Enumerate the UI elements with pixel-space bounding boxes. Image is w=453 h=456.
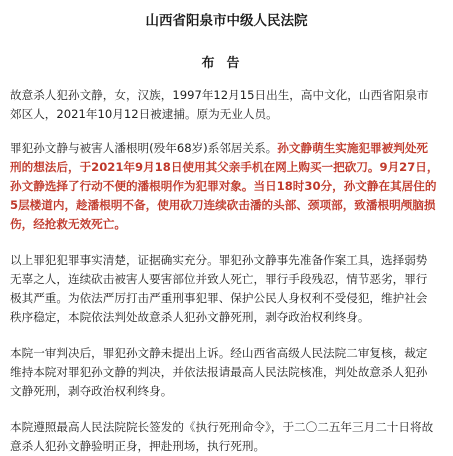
paragraph-line [10, 139, 443, 158]
paragraph-line: 郊区人，2021年10月12日被逮捕。原为无业人员。 [10, 107, 278, 121]
paragraph-line: 极其严重。为依法严厉打击严重刑事犯罪、保护公民人身权利不受侵犯，维护社会 [10, 291, 428, 305]
emphasized-line: 孙文静选择了行动不便的潘根明作为犯罪对象。当日18时30分，孙文静在其居住的 [10, 179, 437, 193]
court-title: 山西省阳泉市中级人民法院 [145, 13, 308, 29]
plain-text: 罪犯孙文静与被害人潘根明(殁年68岁)系邻居关系。 [10, 141, 278, 155]
execution-paragraph [10, 418, 443, 456]
paragraph-line: 秩序稳定，本院依法判处故意杀人犯孙文静死刑，剥夺政治权利终身。 [10, 310, 370, 324]
paragraph-line: 维持本院对罪犯孙文静的判决，并依法报请最高人民法院核准，判处故意杀人犯孙 [10, 365, 428, 379]
notice-title: 布告 [201, 56, 252, 71]
defendant-info-paragraph [10, 86, 443, 124]
paragraph-line: 本院一审判决后，罪犯孙文静未提出上诉。经山西省高级人民法院二审复核，裁定 [10, 346, 428, 360]
paragraph-line: 文静死刑，剥夺政治权利终身。 [10, 384, 173, 398]
paragraph-line: 故意杀人犯孙文静，女，汉族，1997年12月15日出生，高中文化，山西省阳泉市 [10, 88, 429, 102]
emphasized-text: 孙文静萌生实施犯罪被判处死 [277, 141, 429, 155]
paragraph-line: 本院遵照最高人民法院院长签发的《执行死刑命令》，于二〇二五年三月二十日将故 [10, 420, 434, 434]
emphasized-line: 伤，经抢救无效死亡。 [10, 217, 126, 231]
judgment-reasoning-paragraph [10, 251, 443, 327]
emphasized-line: 刑的想法后，于2021年9月18日使用其父亲手机在网上购买一把砍刀。9月27日， [10, 160, 439, 174]
paragraph-line: 无辜之人，连续砍击被害人要害部位并致人死亡，罪行手段残忍，情节恶劣，罪行 [10, 272, 428, 286]
appeal-review-paragraph [10, 344, 443, 401]
paragraph-line: 以上罪犯犯罪事实清楚，证据确实充分。罪犯孙文静事先准备作案工具，选择弱势 [10, 253, 428, 267]
crime-facts-paragraph [10, 139, 443, 234]
emphasized-line: 5层楼道内，趁潘根明不备，使用砍刀连续砍击潘的头部、颈项部，致潘根明颅脑损 [10, 198, 436, 212]
paragraph-line: 意杀人犯孙文静验明正身，押赴刑场，执行死刑。 [10, 439, 266, 453]
